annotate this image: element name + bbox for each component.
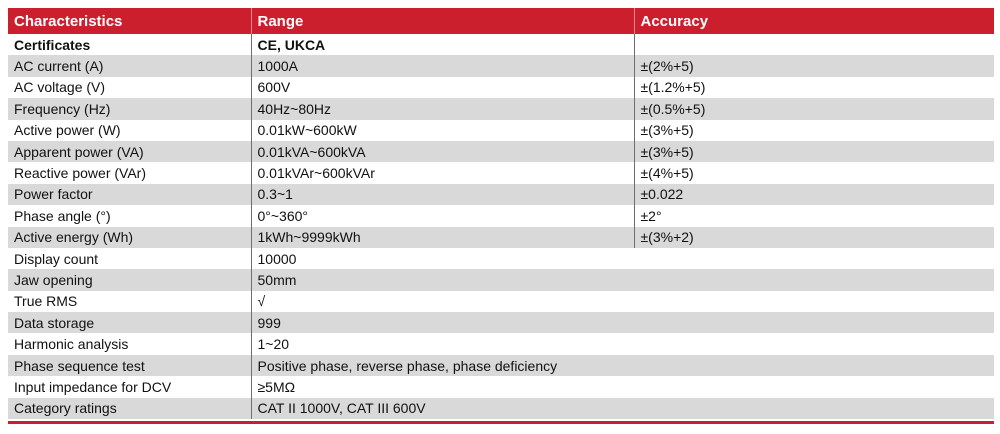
row-characteristic: Input impedance for DCV [14,378,172,395]
table-row [8,398,994,419]
row-characteristic: Active power (W) [14,122,121,139]
row-characteristic: Phase sequence test [14,357,145,374]
row-range: CAT II 1000V, CAT III 600V [251,398,994,419]
row-accuracy: ±(3%+5) [634,120,994,141]
row-range: 1kWh~9999kWh [251,227,634,248]
row-accuracy: ±(3%+2) [634,227,994,248]
row-accuracy: ±(0.5%+5) [634,98,994,119]
row-accuracy: ±2° [634,205,994,226]
row-characteristic: Reactive power (VAr) [14,165,147,182]
row-characteristic: Frequency (Hz) [14,100,111,117]
table-row [8,333,994,354]
row-characteristic: True RMS [14,293,78,310]
header-accuracy: Accuracy [634,8,994,34]
table-row [8,376,994,397]
header-characteristics: Characteristics [14,12,123,30]
row-range: √ [251,291,994,312]
row-characteristic: Jaw opening [14,271,93,288]
row-range: CE, UKCA [251,34,634,55]
row-range: 0.01kW~600kW [251,120,634,141]
row-range: 1~20 [251,333,994,354]
table-row [8,355,994,376]
table-row [8,162,994,183]
table-row [8,205,994,226]
specifications-table [8,8,994,419]
row-characteristic: AC voltage (V) [14,79,106,96]
row-characteristic: Certificates [14,36,91,53]
row-characteristic: Phase angle (°) [14,207,111,224]
row-accuracy: ±0.022 [634,184,994,205]
row-range: 40Hz~80Hz [251,98,634,119]
table-row [8,141,994,162]
row-accuracy [634,34,994,55]
row-characteristic: Apparent power (VA) [14,143,144,160]
table-row [8,98,994,119]
table-row [8,312,994,333]
header-range: Range [251,8,634,34]
row-range: 0.01kVAr~600kVAr [251,162,634,183]
bottom-rule [8,421,994,424]
row-range: 600V [251,77,634,98]
table-row [8,120,994,141]
table-row [8,34,994,55]
table-row [8,55,994,76]
row-range: 10000 [251,248,994,269]
row-range: 999 [251,312,994,333]
row-range: 1000A [251,55,634,76]
row-characteristic: Data storage [14,314,95,331]
row-accuracy: ±(3%+5) [634,141,994,162]
row-characteristic: Harmonic analysis [14,336,129,353]
row-characteristic: Power factor [14,186,93,203]
table-row [8,248,994,269]
table-row [8,184,994,205]
table-row [8,269,994,290]
row-range: 0°~360° [251,205,634,226]
row-accuracy: ±(2%+5) [634,55,994,76]
row-range: 0.3~1 [251,184,634,205]
row-range: Positive phase, reverse phase, phase deficiency [251,355,994,376]
row-accuracy: ±(1.2%+5) [634,77,994,98]
row-characteristic: Display count [14,250,99,267]
row-range: 50mm [251,269,994,290]
table-row [8,227,994,248]
row-accuracy: ±(4%+5) [634,162,994,183]
row-characteristic: Category ratings [14,400,117,417]
table-row [8,291,994,312]
row-characteristic: Active energy (Wh) [14,229,134,246]
row-range: 0.01kVA~600kVA [251,141,634,162]
table-header-row [8,8,994,34]
row-range: ≥5MΩ [251,376,994,397]
row-characteristic: AC current (A) [14,58,104,75]
table-row [8,77,994,98]
